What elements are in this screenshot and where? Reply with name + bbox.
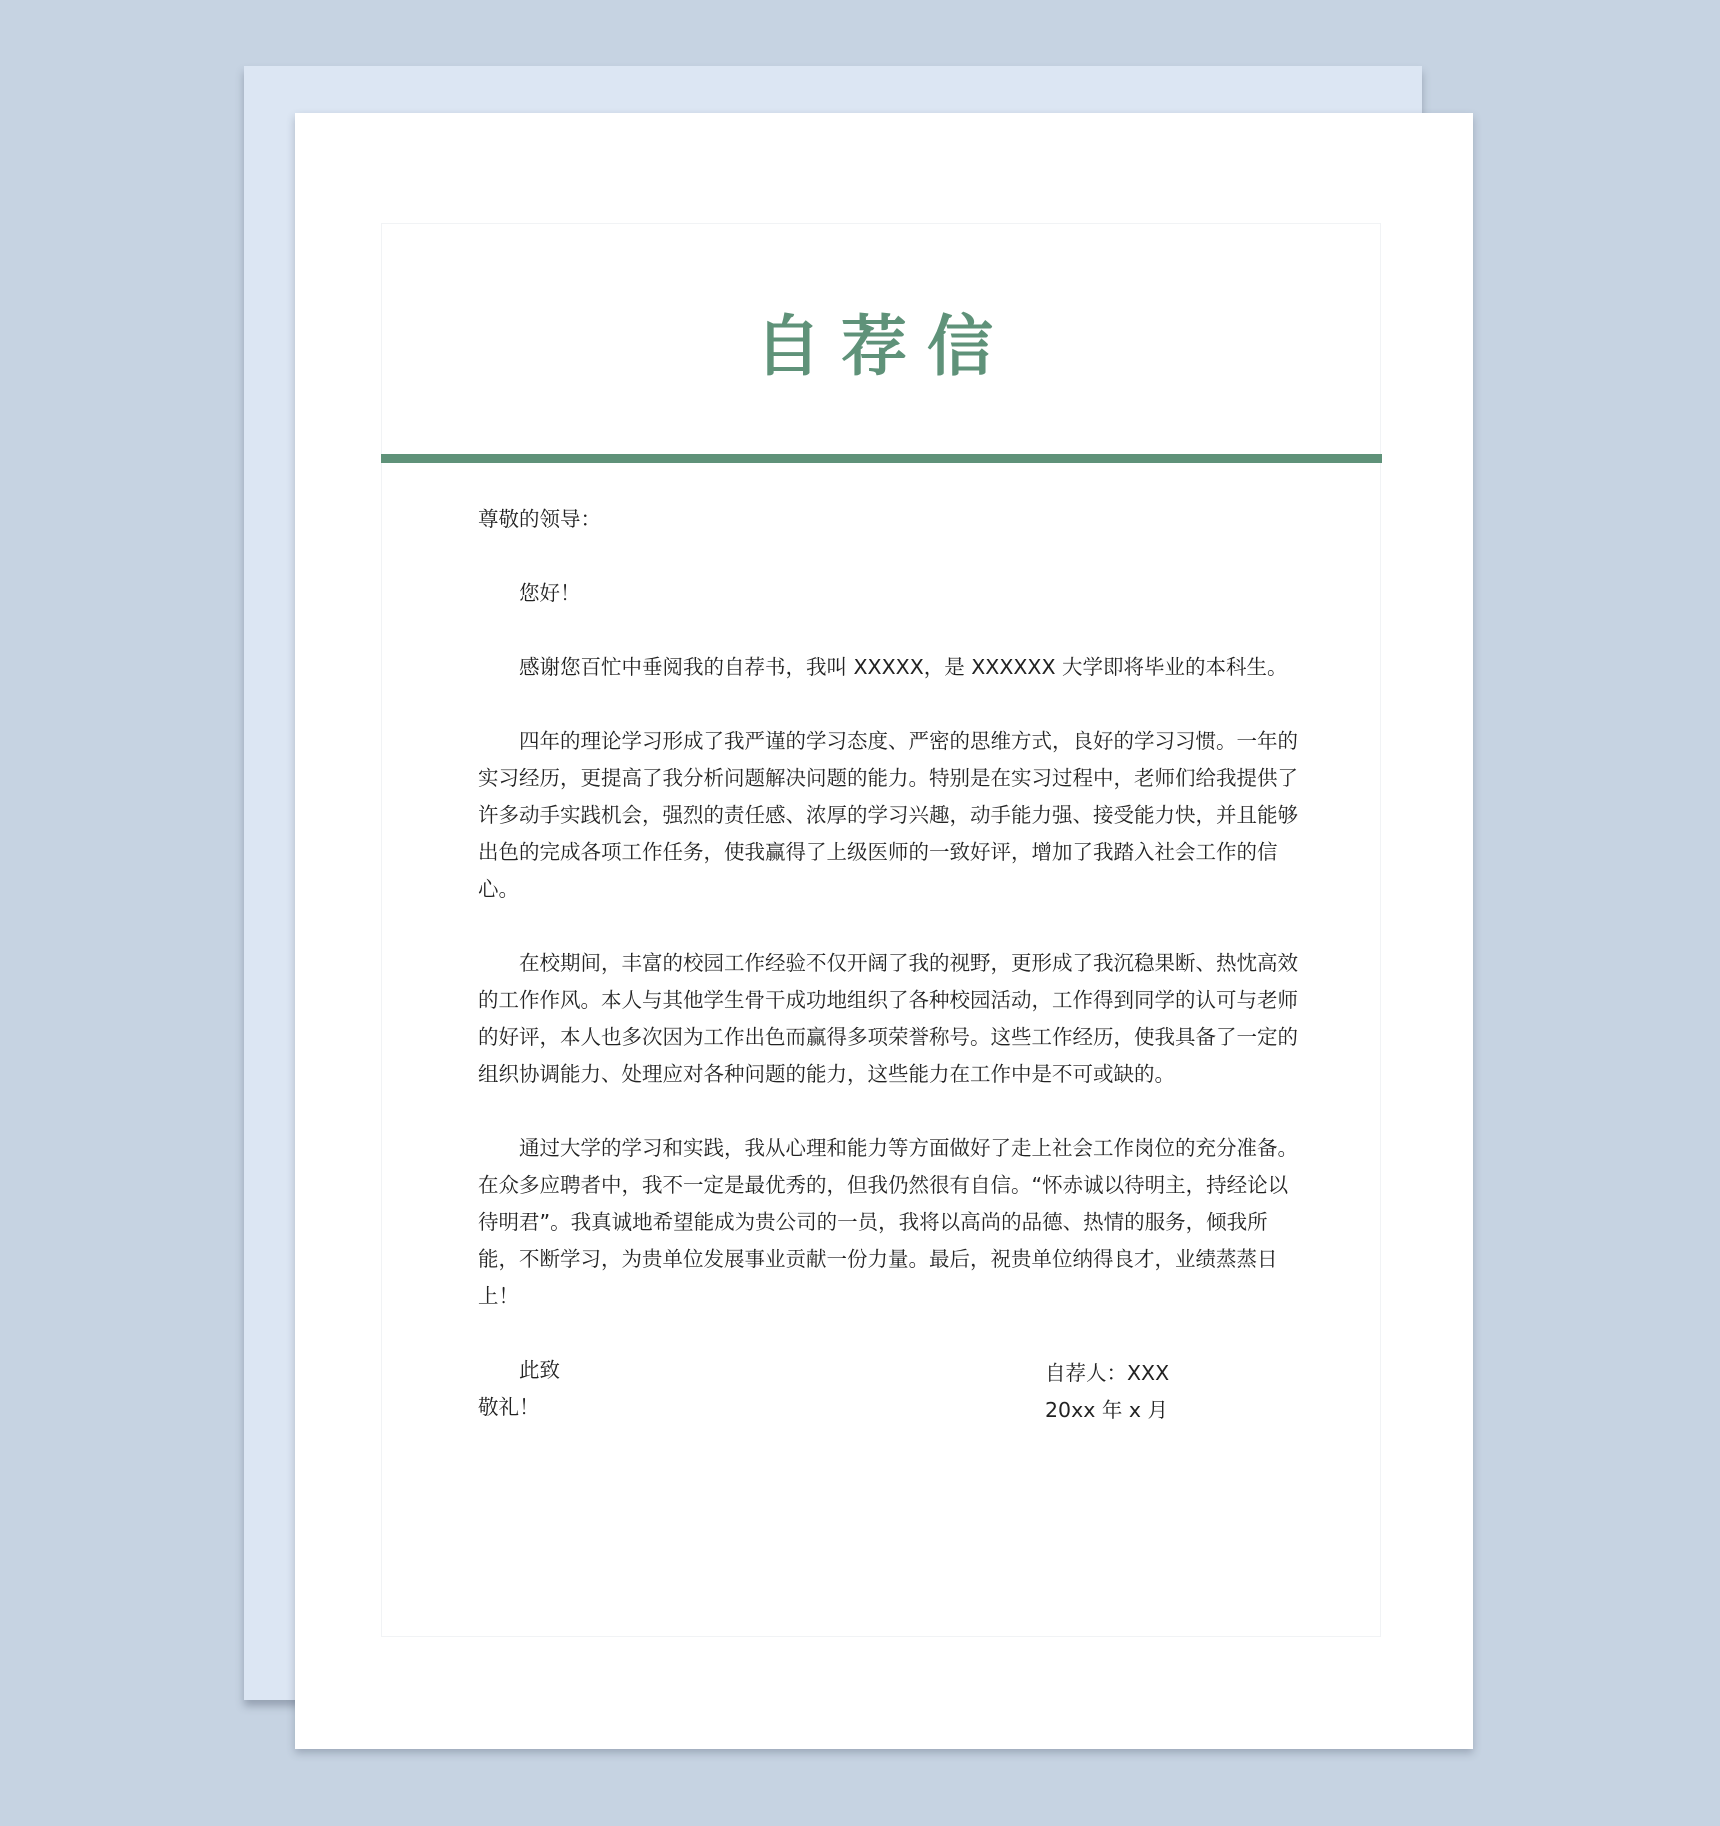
paragraph-closing: 通过大学的学习和实践，我从心理和能力等方面做好了走上社会工作岗位的充分准备。在众多应聘者中，我不一定是最优秀的，但我仍然很有自信。“怀赤诚以待明主，持经论以待明君”。我真诚地希望能成为贵公司的一员，我将以高尚的品德、热情的服务，倾我所能，不断学习，为贵单位发展事业贡献一份力量。最后，祝贵单位纳得良才，业绩蒸蒸日上！ [478,1136,1298,1308]
salutation: 尊敬的领导： [478,507,601,531]
paragraph-campus: 在校期间，丰富的校园工作经验不仅开阔了我的视野，更形成了我沉稳果断、热忱高效的工作作风。本人与其他学生骨干成功地组织了各种校园活动，工作得到同学的认可与老师的好评，本人也多次因为工作出色而赢得多项荣誉称号。这些工作经历，使我具备了一定的组织协调能力、处理应对各种问题的能力，这些能力在工作中是不可或缺的。 [478,951,1298,1086]
signature-block [1045,1355,1169,1429]
paragraph-study: 四年的理论学习形成了我严谨的学习态度、严密的思维方式，良好的学习习惯。一年的实习经历，更提高了我分析问题解决问题的能力。特别是在实习过程中，老师们给我提供了许多动手实践机会，强烈的责任感、浓厚的学习兴趣，动手能力强、接受能力快，并且能够出色的完成各项工作任务，使我赢得了上级医师的一致好评，增加了我踏入社会工作的信心。 [478,729,1298,901]
signer-name: 自荐人：XXX [1045,1361,1170,1385]
letter-body [478,501,1308,1426]
closing-line-2: 敬礼！ [478,1395,540,1419]
closing-line-1: 此致 [519,1358,560,1382]
paragraph-intro: 感谢您百忙中垂阅我的自荐书，我叫 XXXXX，是 XXXXXX 大学即将毕业的本科生。 [519,655,1288,679]
title-divider [381,454,1382,463]
letter-date: 20xx 年 x 月 [1045,1398,1169,1422]
document-title: 自荐信 [755,307,1013,385]
front-page-sheet [295,113,1473,1749]
greeting: 您好！ [519,581,581,605]
